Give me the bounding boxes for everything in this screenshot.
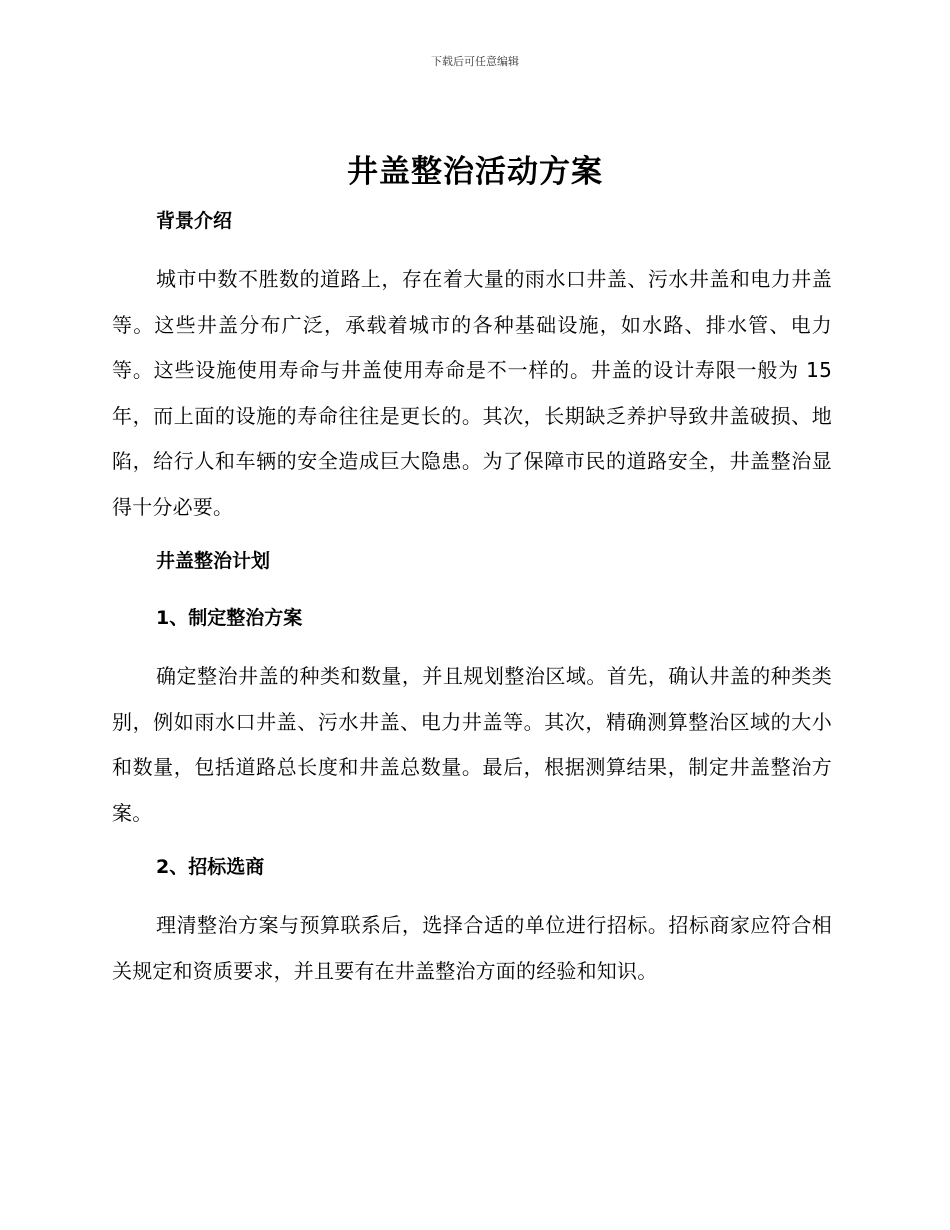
plan-item-2-paragraph: 理清整治方案与预算联系后，选择合适的单位进行招标。招标商家应符合相关规定和资质要求，并且要有在井盖整治方面的经验和知识。 <box>112 913 832 983</box>
section-heading-plan: 井盖整治计划 <box>156 550 271 572</box>
plan-item-1-paragraph: 确定整治井盖的种类和数量，并且规划整治区域。首先，确认井盖的种类类别，例如雨水口井盖、污水井盖、电力井盖等。其次，精确测算整治区域的大小和数量，包括道路总长度和井盖总数量。最后，根据测算结果，制定井盖整治方案。 <box>112 664 832 825</box>
background-paragraph: 城市中数不胜数的道路上，存在着大量的雨水口井盖、污水井盖和电力井盖等。这些井盖分布广泛，承载着城市的各种基础设施，如水路、排水管、电力等。这些设施使用寿命与井盖使用寿命是不一样的。井盖的设计寿限一般为 15 年，而上面的设施的寿命往往是更长的。其次，长期缺乏养护导致井盖破损、地陷，给行人和车辆的安全造成巨大隐患。为了保障市民的道路安全，井盖整治显得十分必要。 <box>112 267 832 519</box>
document-title: 井盖整治活动方案 <box>347 154 603 190</box>
section-heading-background: 背景介绍 <box>156 210 233 232</box>
page-header-note: 下载后可任意编辑 <box>431 55 519 68</box>
plan-item-2-heading: 2、招标选商 <box>156 856 265 878</box>
plan-item-1-heading: 1、制定整治方案 <box>156 607 303 629</box>
